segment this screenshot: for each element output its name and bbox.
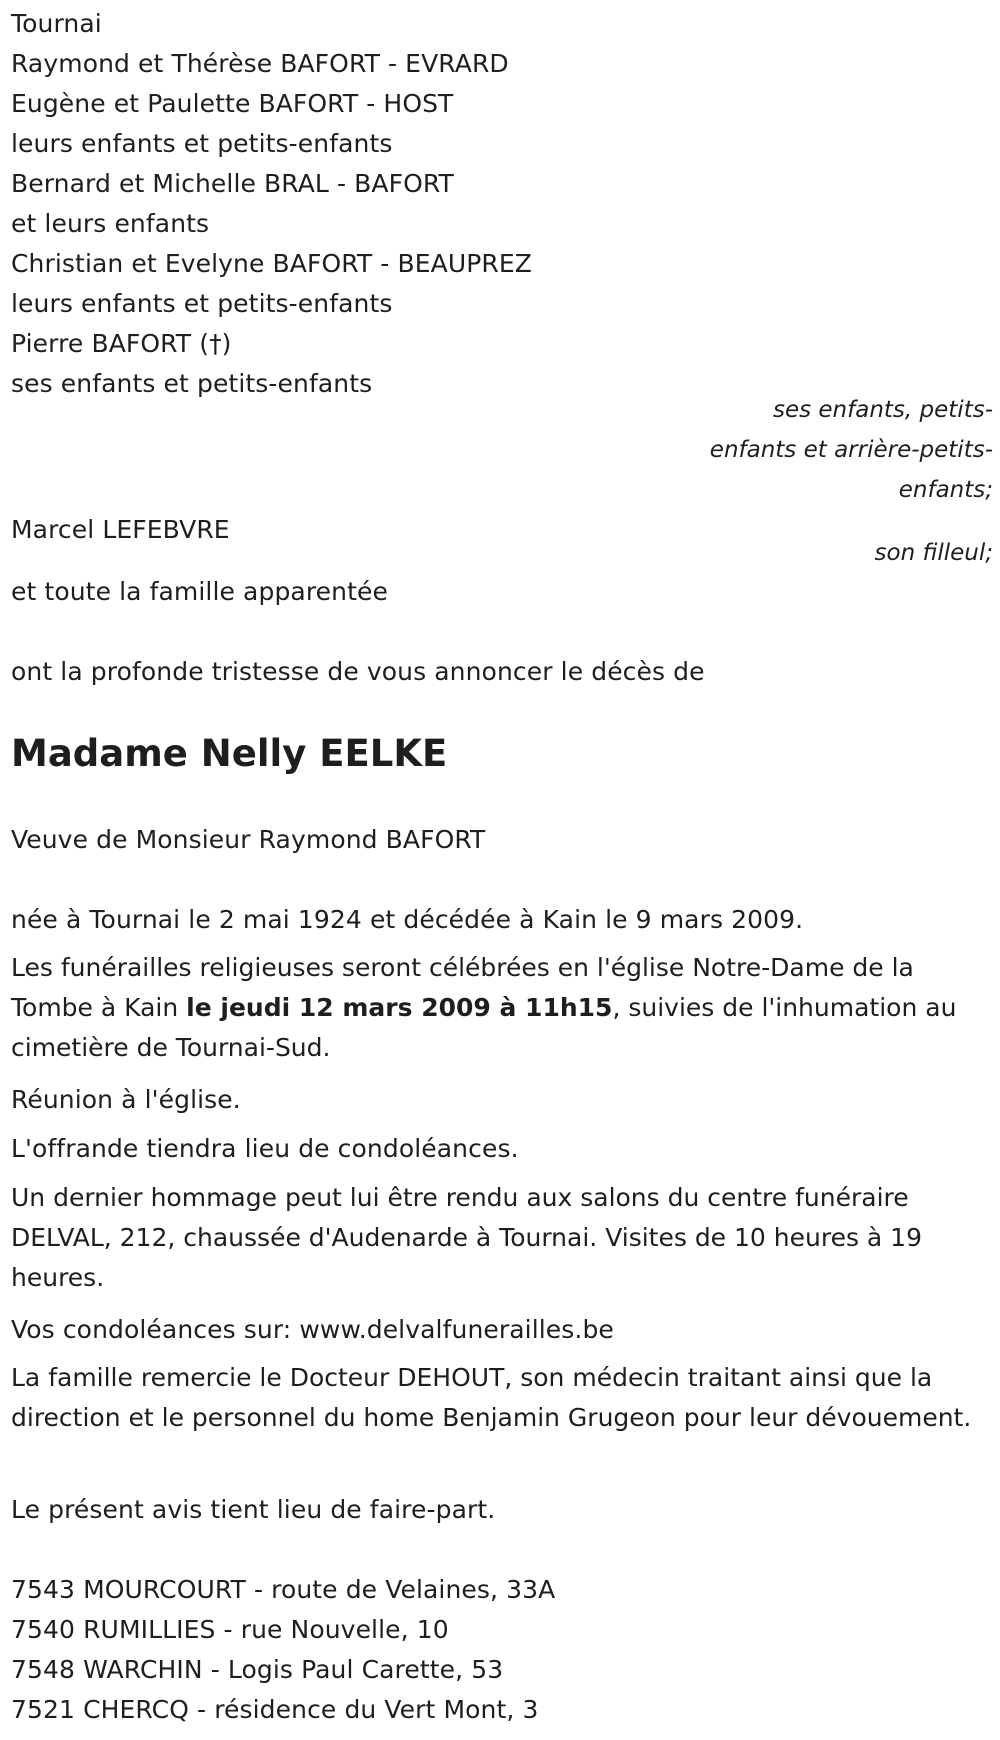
family-line: Tournai (11, 9, 102, 38)
offering-info: L'offrande tiendra lieu de condoléances. (11, 1134, 519, 1163)
family-line: Christian et Evelyne BAFORT - BEAUPREZ (11, 249, 532, 278)
funeral-details (11, 948, 986, 1068)
tribute-info: Un dernier hommage peut lui être rendu aux salons du centre funéraire DELVAL, 212, chaussée d'Audenarde à Tournai. Visites de 10 heures à 19 heures. (11, 1183, 922, 1292)
relation-note-children: ses enfants, petits-enfants et arrière-petits-enfants; (709, 397, 993, 503)
family-line: leurs enfants et petits-enfants (11, 289, 393, 318)
family-line: leurs enfants et petits-enfants (11, 129, 393, 158)
family-line: et leurs enfants (11, 209, 210, 238)
funeral-details-start: Les funérailles religieuses seront célébrées en l'église Notre-Dame de la Tombe à Kain (11, 953, 914, 1022)
family-line: Raymond et Thérèse BAFORT - EVRARD (11, 49, 509, 78)
deceased-name: Madame Nelly EELKE (11, 732, 448, 775)
funeral-details-end: , suivies de l'inhumation au cimetière de Tournai-Sud. (11, 993, 957, 1062)
thanks-info: La famille remercie le Docteur DEHOUT, son médecin traitant ainsi que la direction et le personnel du home Benjamin Grugeon pour leur dévouement. (11, 1363, 972, 1432)
address-line: 7540 RUMILLIES - rue Nouvelle, 10 (11, 1615, 449, 1644)
condolences-info: Vos condoléances sur: www.delvalfunerailles.be (11, 1315, 614, 1344)
family-line: ses enfants et petits-enfants (11, 369, 373, 398)
family-line: Eugène et Paulette BAFORT - HOST (11, 89, 454, 118)
announcement-text: ont la profonde tristesse de vous annoncer le décès de (11, 657, 705, 686)
family-line: Pierre BAFORT (†) (11, 329, 232, 358)
birth-death-dates: née à Tournai le 2 mai 1924 et décédée à Kain le 9 mars 2009. (11, 905, 804, 934)
address-line: 7521 CHERCQ - résidence du Vert Mont, 3 (11, 1695, 539, 1724)
notice-info: Le présent avis tient lieu de faire-part. (11, 1495, 496, 1524)
address-line: 7548 WARCHIN - Logis Paul Carette, 53 (11, 1655, 504, 1684)
widow-of: Veuve de Monsieur Raymond BAFORT (11, 825, 486, 854)
family-line: Bernard et Michelle BRAL - BAFORT (11, 169, 454, 198)
address-line: 7543 MOURCOURT - route de Velaines, 33A (11, 1575, 556, 1604)
extended-family: et toute la famille apparentée (11, 577, 388, 606)
relation-note-godson: son filleul; (874, 540, 993, 566)
godson-name: Marcel LEFEBVRE (11, 515, 230, 544)
funeral-date-time: le jeudi 12 mars 2009 à 11h15 (186, 993, 613, 1022)
meeting-info: Réunion à l'église. (11, 1085, 241, 1114)
